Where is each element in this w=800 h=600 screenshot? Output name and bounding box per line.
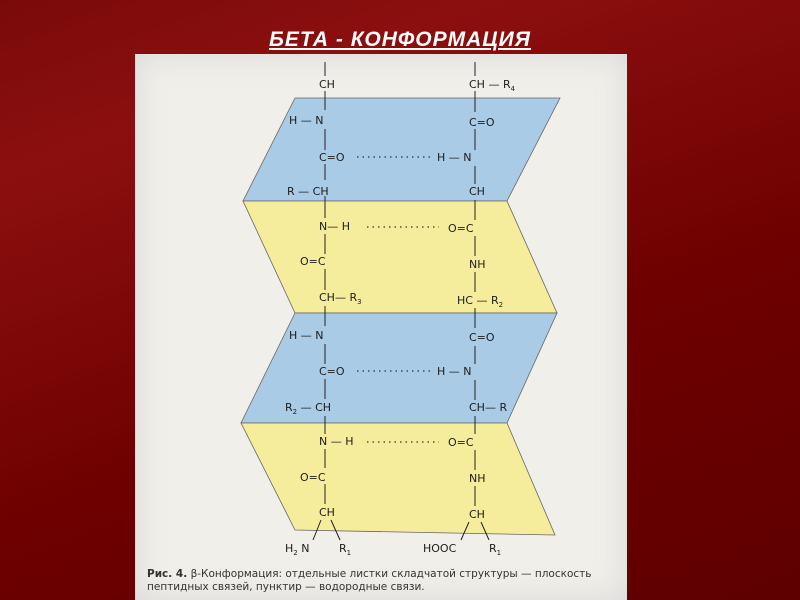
svg-text:HC — R2: HC — $R_2$ [457, 294, 504, 309]
svg-text:O=C: O=C [448, 222, 474, 235]
svg-text:HOOC: HOOC [423, 542, 457, 555]
caption-label: Рис. 4. [147, 568, 188, 580]
svg-text:R1: $R_1$ [339, 542, 352, 557]
caption-text: β-Конформация: отдельные листки складчатой структуры — плоскость пептидных связей, пунктир — водородные связи. [147, 568, 592, 593]
svg-text:H — N: H — N [437, 365, 472, 378]
svg-text:NH: NH [469, 472, 486, 485]
svg-text:H2 N: $H_2$ N [285, 542, 310, 557]
svg-text:O=C: O=C [300, 255, 326, 268]
svg-text:CH: CH [319, 78, 335, 91]
beta-sheet-diagram [135, 54, 627, 600]
svg-text:H — N: H — N [289, 329, 324, 342]
slide-title: БЕТА - КОНФОРМАЦИЯ [269, 28, 531, 51]
svg-text:C=O: C=O [319, 365, 345, 378]
svg-text:O=C: O=C [448, 436, 474, 449]
figure-caption [147, 568, 617, 594]
svg-text:CH— R3: CH— $R_3$ [319, 291, 362, 306]
svg-text:CH — R4: CH — $R_4$ [469, 78, 516, 93]
beta-conformation-figure [135, 54, 627, 600]
svg-text:N — H: N — H [319, 435, 354, 448]
svg-text:R2 — CH: $R_2$ — CH [285, 401, 332, 416]
svg-text:CH: CH [469, 508, 485, 521]
svg-text:CH: CH [319, 506, 335, 519]
svg-text:R1: $R_1$ [489, 542, 502, 557]
svg-text:CH: CH [469, 185, 485, 198]
svg-text:C=O: C=O [469, 116, 495, 129]
svg-text:H — N: H — N [437, 151, 472, 164]
svg-text:C=O: C=O [469, 331, 495, 344]
yellow-sheet-top [243, 201, 557, 313]
svg-text:C=O: C=O [319, 151, 345, 164]
svg-text:N— H: N— H [319, 220, 350, 233]
svg-text:R — CH: R — CH [287, 185, 329, 198]
yellow-sheet-bottom [241, 423, 555, 535]
svg-text:H — N: H — N [289, 114, 324, 127]
svg-text:CH— R: CH— R [469, 401, 508, 414]
svg-text:NH: NH [469, 258, 486, 271]
svg-text:O=C: O=C [300, 471, 326, 484]
